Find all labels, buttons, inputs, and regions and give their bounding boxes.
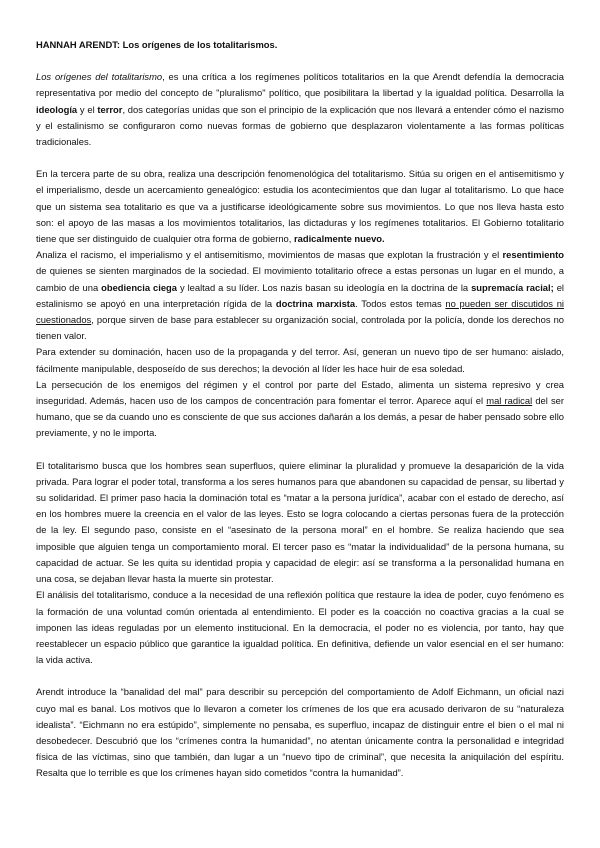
document-title: HANNAH ARENDT: Los orígenes de los totalitarismos.: [36, 39, 278, 50]
paragraph-banality: Arendt introduce la “banalidad del mal” para describir su percepción del comportamiento de Adolf Eichmann, un oficial nazi cuyo mal es banal. Los motivos que lo llevaron a cometer los crímenes de los que era acusado derivaron de su “naturaleza idealista”. “Eichmann no era estúpido”, simplemente no pensaba, es superfluo, incapaz de distinguir entre el bien o el mal ni desobedecer. Descubrió que los “crímenes contra la humanidad”, no atentan únicamente contra la personalidad e integridad física de las víctimas, sino que también, dan lugar a un “nuevo tipo de criminal”, que necesita la aniquilación del espíritu. Resalta que lo terrible es que los crímenes hayan sido cometidos “contra la humanidad”.: [36, 686, 564, 779]
document-page: [36, 37, 564, 782]
term-terror: terror: [97, 103, 123, 115]
paragraph-intro: Los orígenes del totalitarismo, es una crítica a los regímenes políticos totalitarios en la que Arendt defendía la democracia representativa por medio del concepto de "pluralismo" político, que posibilitara la libertad y la igualdad política. Desarrolla la ideología y el terror, dos categorías unidas que son el principio de la explicación que nos llevará a entender cómo el nazismo y el estalinismo se configuraron como nuevas formas de gobierno que desplazaron violentamente a las formas políticas tradicionales.: [36, 71, 564, 148]
paragraph-propaganda: Para extender su dominación, hacen uso de la propaganda y del terror. Así, generan un nuevo tipo de ser humano: aislado, fácilmente manipulable, desposeído de sus derechos; la devoción al líder les hace huir de esa soledad.: [36, 346, 564, 374]
term-supremacia-racial: supremacía racial;: [471, 281, 554, 293]
term-obediencia-ciega: obediencia ciega: [101, 281, 177, 293]
term-doctrina-marxista: doctrina marxista: [275, 297, 356, 309]
paragraph-origins: En la tercera parte de su obra, realiza una descripción fenomenológica del totalitarismo. Sitúa su origen en el antisemitismo y el imperialismo, desde un acercamiento genealógico: estudia los acontecimientos que dan lugar al totalitarismo. Lo que hace que un sistema sea totalitario es que va a justificarse ideológicamente sobre sus movimientos. Lo que nos lleva hasta esto son: el apoyo de las masas a los movimientos totalitarios, las dictaduras y los regímenes totalitarios. El Gobierno totalitario tiene que ser distinguido de cualquier otra forma de gobierno, radicalmente nuevo.: [36, 168, 564, 245]
underlined-mal-radical: mal radical: [486, 395, 533, 407]
book-title: Los orígenes del totalitarismo: [36, 71, 163, 83]
underlined-no-discutidos: no pueden ser discutidos ni cuestionados: [36, 297, 564, 326]
term-radicalmente-nuevo: radicalmente nuevo.: [293, 233, 385, 245]
paragraph-persecution: La persecución de los enemigos del régimen y el control por parte del Estado, alimenta un sistema represivo y crea inseguridad. Además, hacen uso de los campos de concentración para fomentar el terror. Aparece aquí el mal radical del ser humano, que se da cuando uno es consciente de que sus acciones dañarán a los demás, a pesar de haber pensado sobre ello previamente, y no le importa.: [36, 378, 565, 439]
term-ideologia: ideología: [36, 103, 78, 115]
paragraph-power: El análisis del totalitarismo, conduce a la necesidad de una reflexión política que restaure la idea de poder, cuyo fenómeno es la formación de una voluntad común orientada al entendimiento. El poder es la coacción no coactiva gracias a la cual se imponen las ideas reguladas por un elemento institucional. En la democracia, el poder no es violencia, por tanto, hay que reestablecer un espacio público que garantice la igualdad política. En definitiva, defiende un valor esencial en el ser humano: la vida activa.: [36, 589, 564, 666]
term-resentimiento: resentimiento: [502, 249, 564, 261]
paragraph-superfluous: El totalitarismo busca que los hombres sean superfluos, quiere eliminar la pluralidad y promueve la desaparición de la vida privada. Para lograr el poder total, transforma a los seres humanos para que abandonen su capacidad de pensar, su libertad y su solidaridad. El primer paso hacia la dominación total es “matar a la persona jurídica”, acabar con el estado de derecho, así en los hombres muere la creencia en el valor de las leyes. Esto se logra colocando a ciertas personas fuera de la protección de la ley. El segundo paso, consiste en el “asesinato de la persona moral” en el hombre. Se realiza haciendo que sea imposible que alguien tenga un comportamiento moral. El tercer paso es “matar la individualidad” de la persona humana, su capacidad de actuar. Se les quita su identidad propia y capacidad de elegir: así se transforma a la personalidad humana en una cosa, se dejaban llevar hasta la muerte sin protestar.: [36, 459, 564, 585]
paragraph-analysis: Analiza el racismo, el imperialismo y el antisemitismo, movimientos de masas que explotan la frustración y el resentimiento de quienes se sienten marginados de la sociedad. El movimiento totalitario ofrece a estas personas un lugar en el mundo, a cambio de una obediencia ciega y lealtad a su líder. Los nazis basan su ideología en la doctrina de la supremacía racial; el estalinismo se apoyó en una interpretación rígida de la doctrina marxista. Todos estos temas no pueden ser discutidos ni cuestionados, porque sirven de base para establecer su organización social, controlada por la policía, donde los derechos no tienen valor.: [36, 249, 564, 342]
